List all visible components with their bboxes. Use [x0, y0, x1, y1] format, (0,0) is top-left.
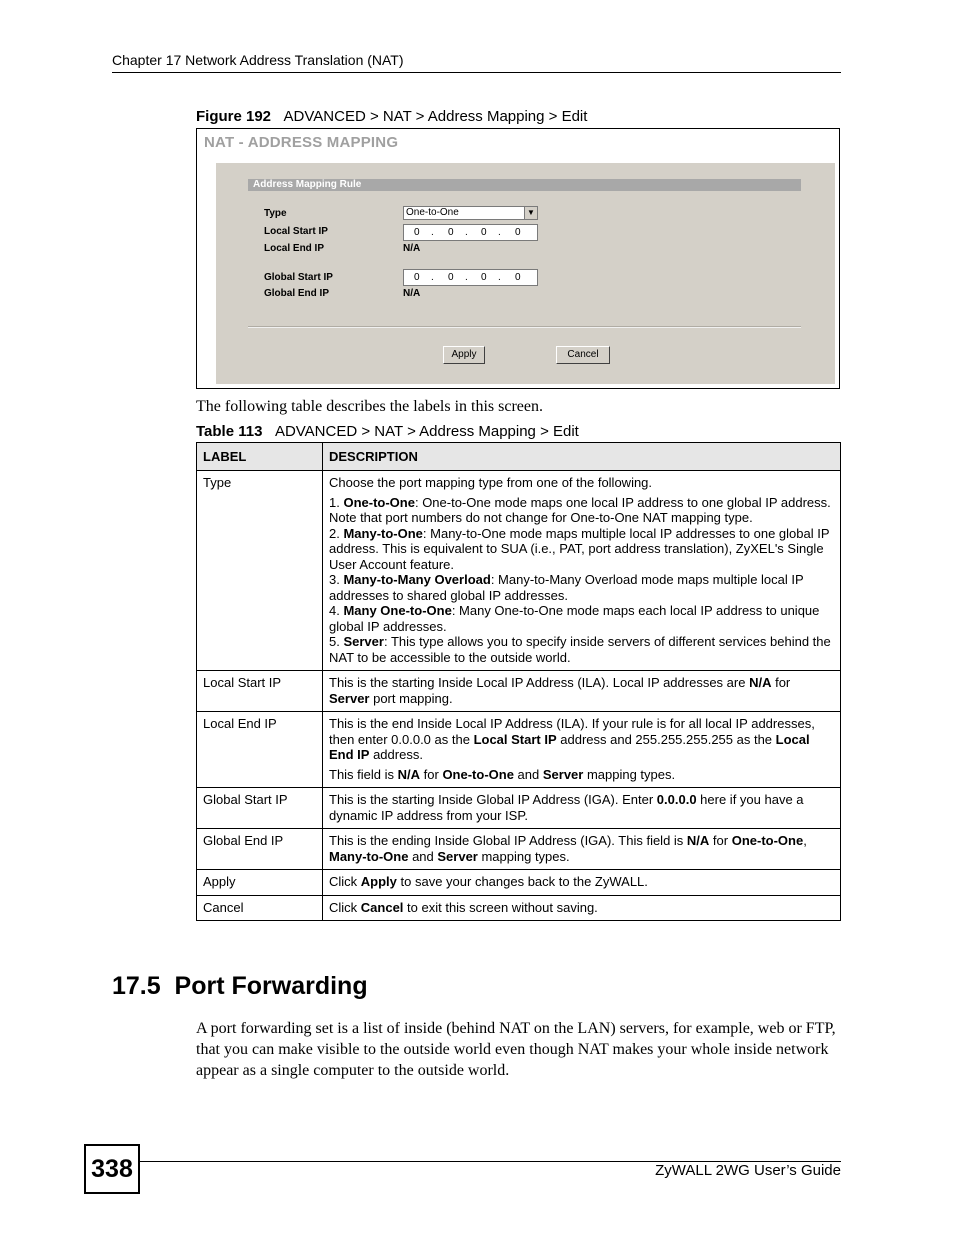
- table-header-row: [197, 443, 841, 471]
- row-label: Type: [197, 471, 323, 671]
- row-description: This is the starting Inside Local IP Address (ILA). Local IP addresses are N/A for Server port mapping.: [323, 671, 841, 712]
- row-label: Local Start IP: [197, 671, 323, 712]
- section-text: A port forwarding set is a list of inside (behind NAT on the LAN) servers, for example, web or FTP, that you can make visible to the outside world even though NAT makes your whole inside network appear as a single computer to the outside world.: [196, 1020, 836, 1079]
- ip-octet: 0: [414, 227, 420, 238]
- footer-guide-title: ZyWALL 2WG User’s Guide: [655, 1162, 841, 1179]
- table-row: [197, 671, 841, 712]
- table-row: [197, 712, 841, 788]
- header-rule: [112, 72, 841, 73]
- row-description: This is the end Inside Local IP Address (ILA). If your rule is for all local IP addresses, then enter 0.0.0.0 as the Local Start IP address and 255.255.255.255 as the Local End IP address. This field is N/A for One-to-One and Server mapping types.: [323, 712, 841, 788]
- ip-dot: .: [431, 272, 434, 283]
- description-column-header: DESCRIPTION: [323, 443, 841, 471]
- global-end-ip-value: N/A: [403, 288, 421, 299]
- row-description: Click Cancel to exit this screen without saving.: [323, 895, 841, 921]
- global-start-ip-label: Global Start IP: [264, 272, 333, 283]
- ip-octet: 0: [515, 227, 521, 238]
- ip-dot: .: [465, 227, 468, 238]
- type-select[interactable]: [403, 206, 538, 220]
- row-description: This is the ending Inside Global IP Address (IGA). This field is N/A for One-to-One, Many-to-One and Server mapping types.: [323, 829, 841, 870]
- table-row: [197, 471, 841, 671]
- section-title: 17.5 Port Forwarding: [112, 972, 368, 1000]
- figure-caption-text: ADVANCED > NAT > Address Mapping > Edit: [283, 108, 588, 125]
- ip-dot: .: [498, 227, 501, 238]
- panel-divider: [248, 326, 801, 328]
- row-label: Global End IP: [197, 829, 323, 870]
- type-select-value: One-to-One: [406, 207, 459, 218]
- row-label: Cancel: [197, 895, 323, 921]
- ip-octet: 0: [448, 272, 454, 283]
- local-start-ip-input[interactable]: [403, 224, 538, 241]
- screen-title: NAT - ADDRESS MAPPING: [204, 134, 399, 151]
- row-description: This is the starting Inside Global IP Address (IGA). Enter 0.0.0.0 here if you have a dynamic IP address from your ISP.: [323, 788, 841, 829]
- table-caption: [196, 423, 579, 440]
- chevron-down-icon[interactable]: ▼: [524, 207, 537, 219]
- type-label: Type: [264, 208, 287, 219]
- global-end-ip-label: Global End IP: [264, 288, 330, 299]
- ip-octet: 0: [448, 227, 454, 238]
- table-row: [197, 895, 841, 921]
- ip-octet: 0: [515, 272, 521, 283]
- table-row: [197, 829, 841, 870]
- ip-dot: .: [465, 272, 468, 283]
- local-end-ip-value: N/A: [403, 243, 421, 254]
- row-label: Global Start IP: [197, 788, 323, 829]
- row-label: Apply: [197, 870, 323, 896]
- local-start-ip-label: Local Start IP: [264, 226, 328, 237]
- row-description: Choose the port mapping type from one of the following. 1. One-to-One: One-to-One mode maps one local IP address to one global IP address. Note that port numbers do not change for One-to-One NAT mapping type. 2. Many-to-One: Many-to-One mode maps multiple local IP addresses to one global IP address. This is equivalent to SUA (i.e., PAT, port address translation), ZyXEL's Single User Account feature. 3. Many-to-Many Overload: Many-to-Many Overload mode maps multiple local IP addresses to shared global IP addresses. 4. Many One-to-One: Many One-to-One mode maps each local IP address to unique global IP addresses. 5. Server: This type allows you to specify inside servers of different services behind the NAT to be accessible to the outside world.: [323, 471, 841, 671]
- figure-caption: [196, 108, 587, 125]
- ip-octet: 0: [481, 272, 487, 283]
- section-bar: Address Mapping Rule: [248, 179, 801, 191]
- ip-dot: .: [498, 272, 501, 283]
- ip-octet: 0: [414, 272, 420, 283]
- cancel-button[interactable]: Cancel: [556, 346, 610, 364]
- local-end-ip-label: Local End IP: [264, 243, 325, 254]
- figure-number: Figure 192: [196, 108, 272, 125]
- chapter-header: Chapter 17 Network Address Translation (NAT): [112, 52, 404, 68]
- figure-screenshot: [196, 128, 840, 389]
- apply-button[interactable]: Apply: [443, 346, 485, 364]
- table-row: [197, 870, 841, 896]
- table-number: Table 113: [196, 423, 263, 440]
- global-start-ip-input[interactable]: [403, 269, 538, 286]
- table-caption-text: ADVANCED > NAT > Address Mapping > Edit: [274, 423, 579, 440]
- row-label: Local End IP: [197, 712, 323, 788]
- ip-dot: .: [431, 227, 434, 238]
- row-description: Click Apply to save your changes back to the ZyWALL.: [323, 870, 841, 896]
- intro-text: The following table describes the labels in this screen.: [196, 398, 544, 415]
- table-row: [197, 788, 841, 829]
- page-number: 338: [84, 1144, 140, 1194]
- address-mapping-panel: [216, 163, 835, 384]
- ip-octet: 0: [481, 227, 487, 238]
- description-table: [196, 442, 841, 921]
- label-column-header: LABEL: [197, 443, 323, 471]
